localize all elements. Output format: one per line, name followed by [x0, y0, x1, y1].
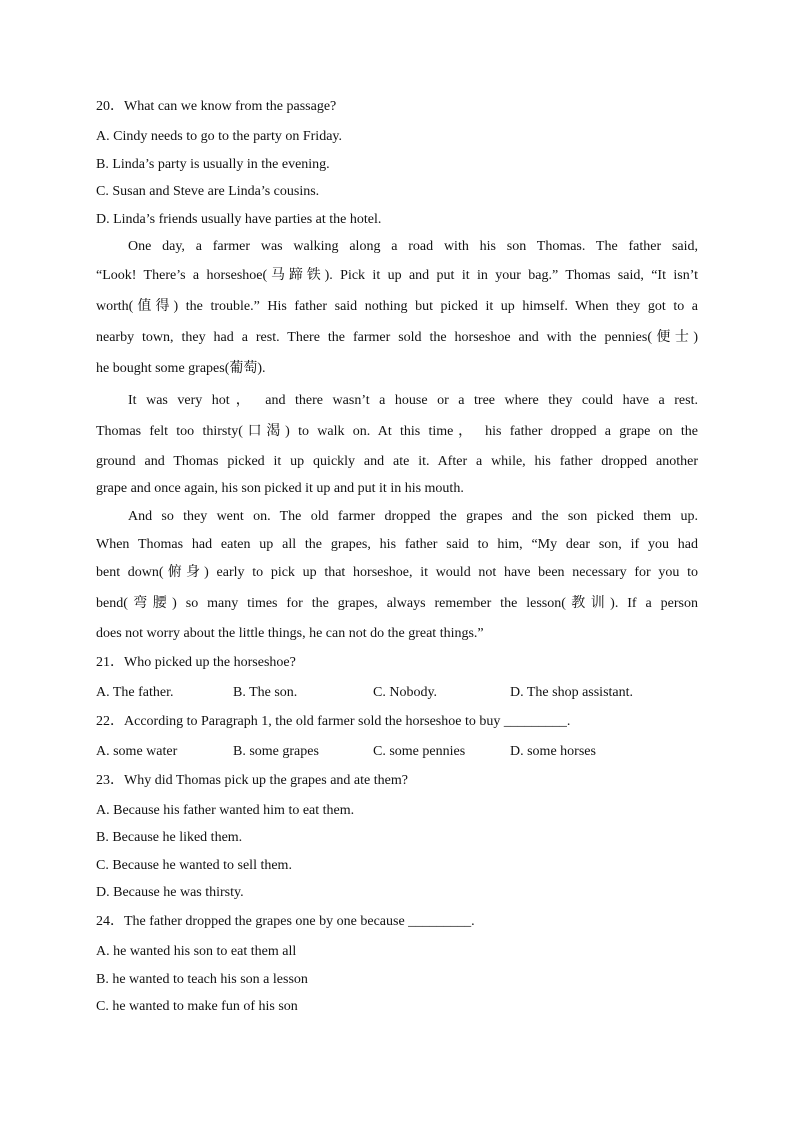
q20-option-d: D. Linda’s friends usually have parties at the hotel. [96, 212, 382, 227]
passage-p3-line-2: When Thomas had eaten up all the grapes, his father said to him, “My dear son, if you had [96, 537, 698, 552]
passage-p1-line-5: he bought some grapes(葡萄). [96, 361, 266, 376]
q22-option-d: D. some horses [510, 744, 596, 759]
passage-p3-line-4: bend(弯腰) so many times for the grapes, always remember the lesson(教训). If a person [96, 596, 698, 611]
q24-option-a: A. he wanted his son to eat them all [96, 944, 297, 959]
q22-option-a: A. some water [96, 744, 178, 759]
q21-option-b: B. The son. [233, 685, 298, 700]
passage-p2-line-2: Thomas felt too thirsty(口渴) to walk on. At this time， his father dropped a grape on the [96, 424, 698, 439]
q21-option-d: D. The shop assistant. [510, 685, 634, 700]
passage-p1-line-2: “Look! There’s a horseshoe(马蹄铁). Pick it up and put it in your bag.” Thomas said, “It isn’t [96, 268, 698, 283]
q22-options [96, 743, 698, 761]
passage-p3-line-5: does not worry about the little things, he can not do the great things.” [96, 626, 484, 641]
q24-option-b: B. he wanted to teach his son a lesson [96, 972, 308, 987]
passage-p1-line-3: worth(值得) the trouble.” His father said nothing but picked it up himself. When they got to a [96, 299, 698, 314]
passage-p2-line-3: ground and Thomas picked it up quickly and ate it. After a while, his father dropped another [96, 454, 698, 469]
question-23-stem: 23．Why did Thomas pick up the grapes and ate them? [96, 773, 408, 788]
q22-option-b: B. some grapes [233, 744, 319, 759]
q21-option-c: C. Nobody. [373, 685, 438, 700]
q20-option-b: B. Linda’s party is usually in the evening. [96, 157, 330, 172]
q23-option-b: B. Because he liked them. [96, 830, 243, 845]
passage-p1-line-4: nearby town, they had a rest. There the farmer sold the horseshoe and with the pennies(便士) [96, 330, 698, 345]
passage-p2-line-1: It was very hot， and there wasn’t a house or a tree where they could have a rest. [128, 393, 698, 408]
q21-option-a: A. The father. [96, 685, 174, 700]
q20-option-c: C. Susan and Steve are Linda’s cousins. [96, 184, 320, 199]
passage-p1-line-1: One day, a farmer was walking along a road with his son Thomas. The father said, [128, 239, 698, 254]
passage-p3-line-3: bent down(俯身) early to pick up that horseshoe, it would not have been necessary for you to [96, 565, 698, 580]
q23-option-c: C. Because he wanted to sell them. [96, 858, 292, 873]
q23-option-d: D. Because he was thirsty. [96, 885, 244, 900]
q24-option-c: C. he wanted to make fun of his son [96, 999, 298, 1014]
q22-option-c: C. some pennies [373, 744, 466, 759]
passage-p2-line-4: grape and once again, his son picked it up and put it in his mouth. [96, 481, 464, 496]
question-22-stem: 22．According to Paragraph 1, the old farmer sold the horseshoe to buy _________. [96, 714, 571, 729]
question-21-stem: 21．Who picked up the horseshoe? [96, 655, 296, 670]
passage-p3-line-1: And so they went on. The old farmer dropped the grapes and the son picked them up. [128, 509, 698, 524]
q21-options [96, 684, 698, 702]
question-20-stem: 20．What can we know from the passage? [96, 99, 337, 114]
q20-option-a: A. Cindy needs to go to the party on Friday. [96, 129, 343, 144]
q23-option-a: A. Because his father wanted him to eat them. [96, 803, 355, 818]
question-24-stem: 24．The father dropped the grapes one by one because _________. [96, 914, 475, 929]
